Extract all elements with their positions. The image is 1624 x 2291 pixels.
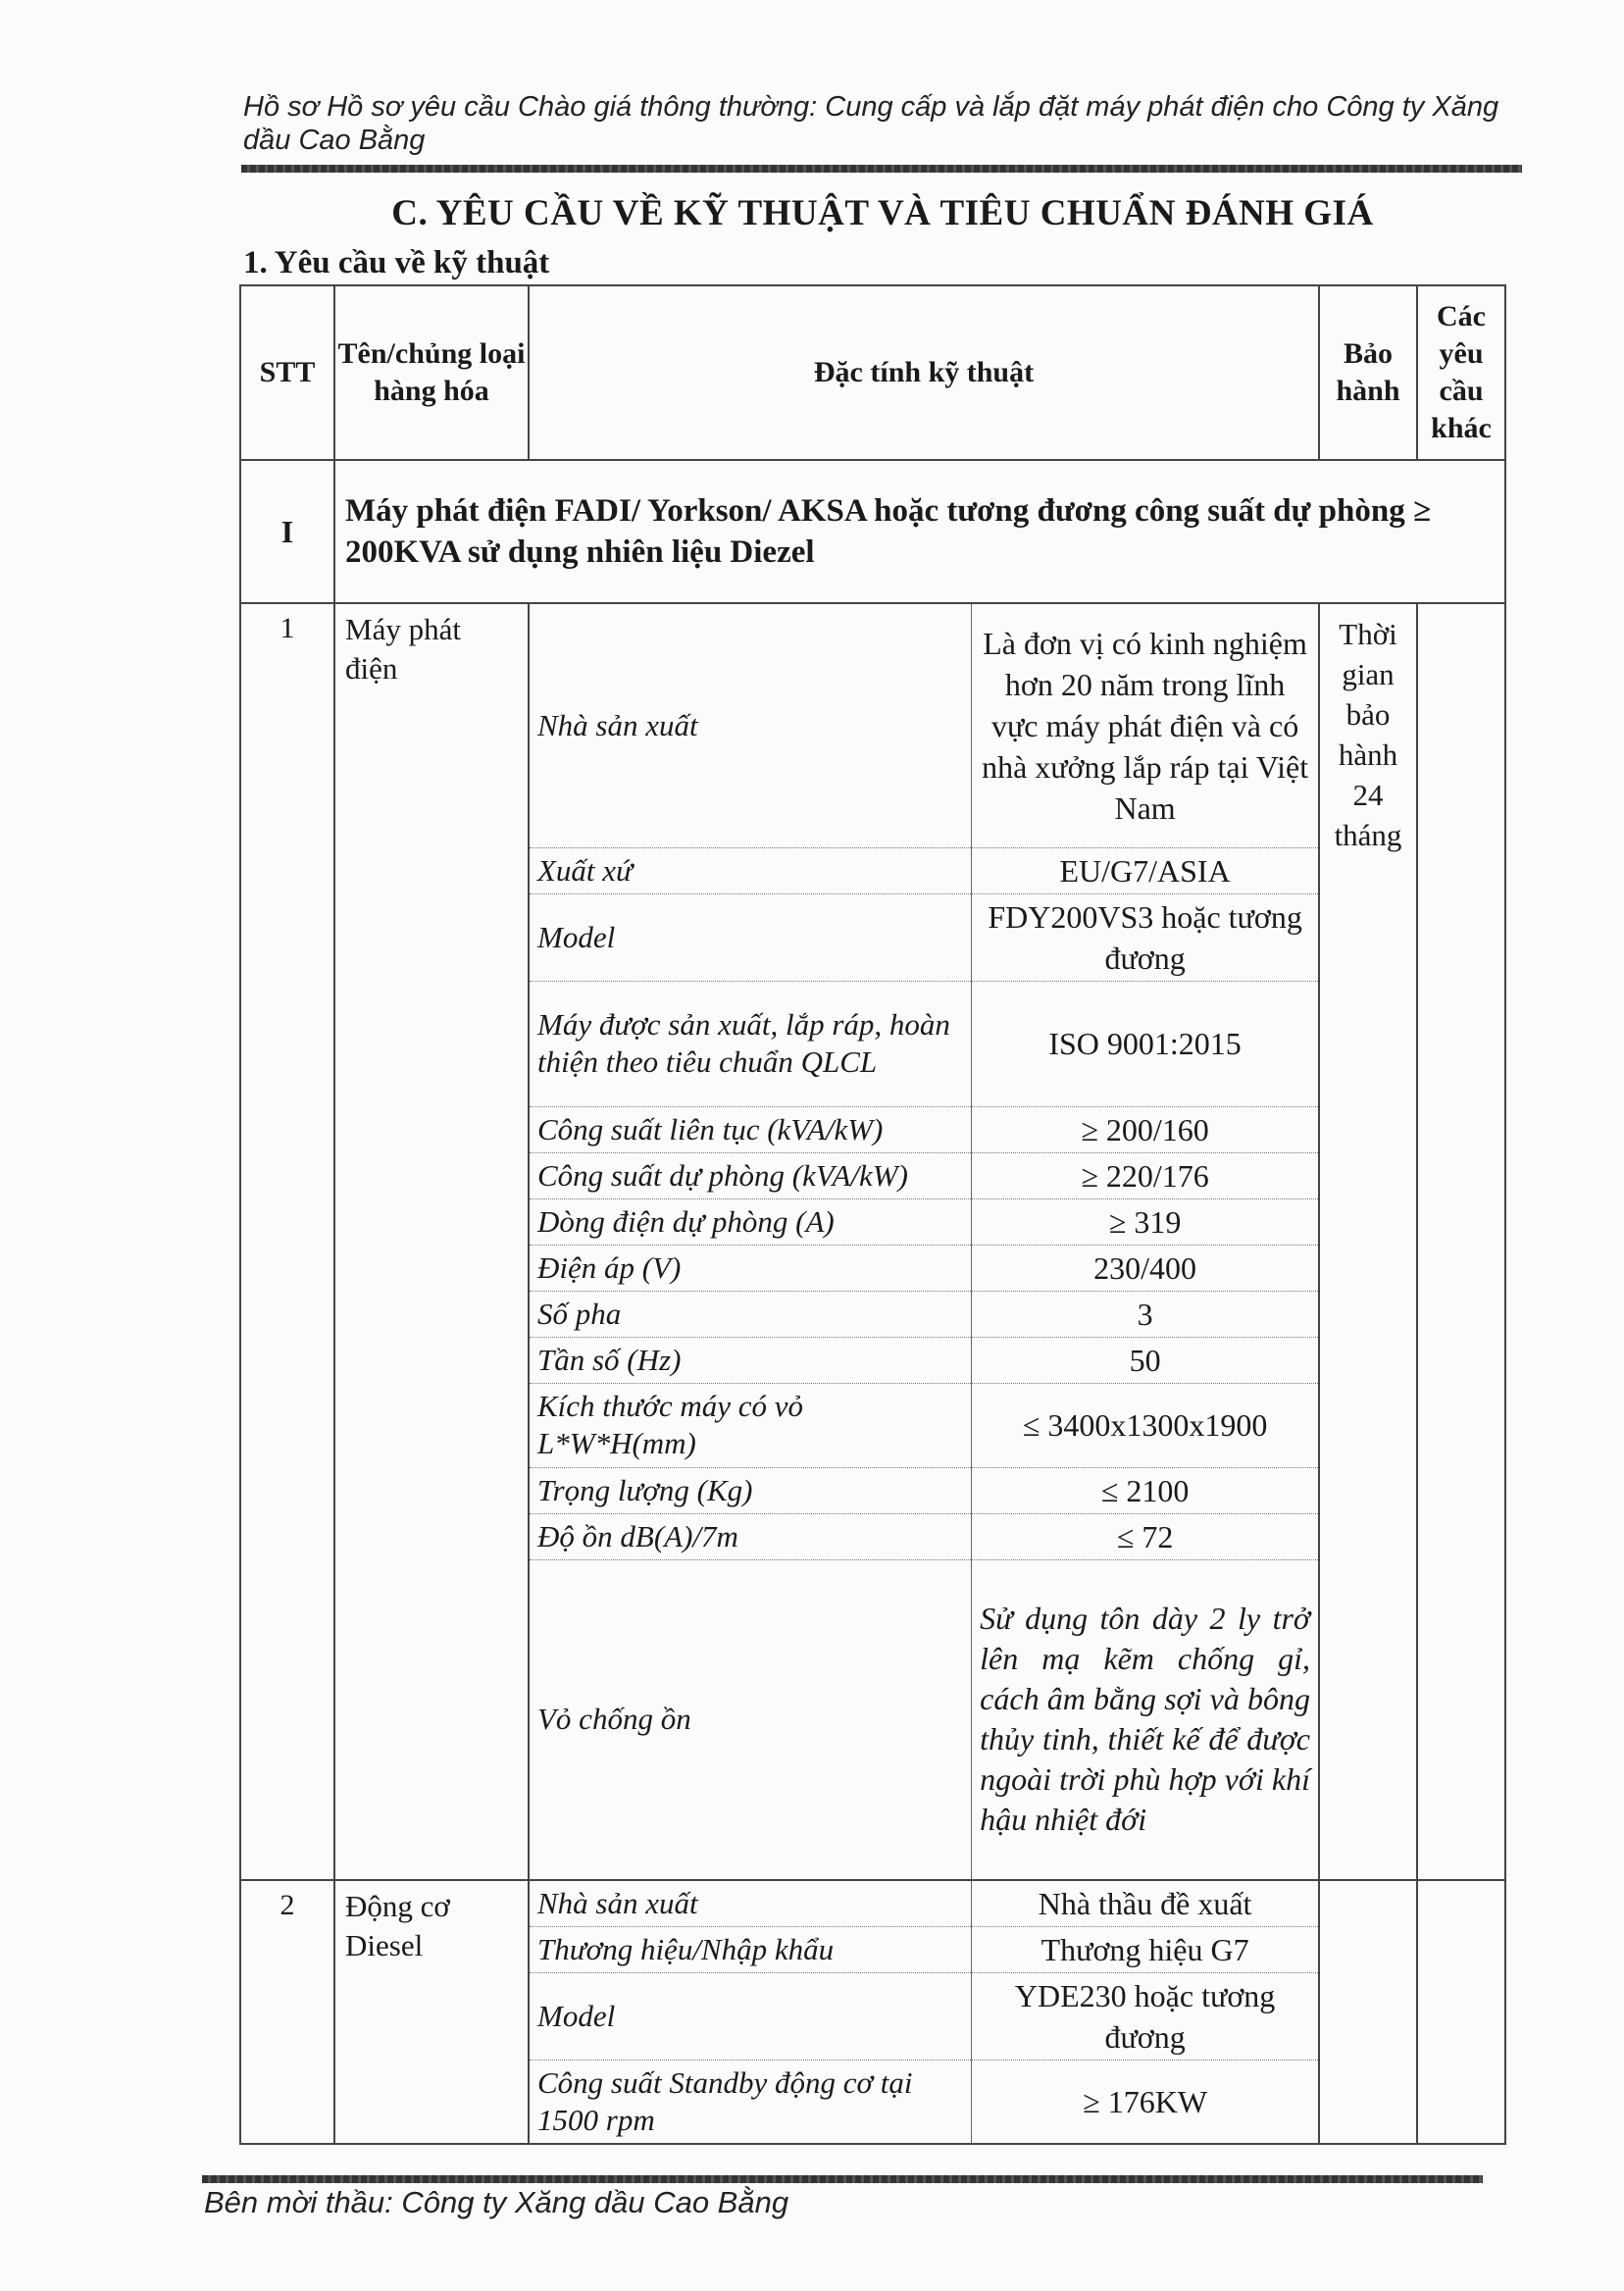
spec-value: ≥ 319 bbox=[972, 1198, 1318, 1245]
spec-row bbox=[530, 981, 1318, 1106]
spec-row bbox=[530, 1881, 1318, 1927]
spec-value: ≤ 72 bbox=[972, 1513, 1318, 1559]
spec-row bbox=[530, 1973, 1318, 2061]
spec-value: Nhà thầu đề xuất bbox=[972, 1881, 1318, 1927]
spec-key: Xuất xứ bbox=[530, 847, 972, 893]
spec-value: Thương hiệu G7 bbox=[972, 1927, 1318, 1973]
table-row-item-1 bbox=[240, 603, 1505, 1880]
spec-value: 3 bbox=[972, 1291, 1318, 1337]
group-title: Máy phát điện FADI/ Yorkson/ AKSA hoặc tương đương công suất dự phòng ≥ 200KVA sử dụng nhiên liệu Diezel bbox=[334, 460, 1505, 603]
spec-key: Số pha bbox=[530, 1291, 972, 1337]
spec-row bbox=[530, 1559, 1318, 1879]
spec-key: Nhà sản xuất bbox=[530, 1881, 972, 1927]
header-specifications: Đặc tính kỹ thuật bbox=[529, 285, 1319, 460]
spec-row bbox=[530, 893, 1318, 981]
page-header: Hồ sơ Hồ sơ yêu cầu Chào giá thông thường: Cung cấp và lắp đặt máy phát điện cho Công ty Xăng dầu Cao Bằng bbox=[243, 91, 1499, 156]
item-specifications bbox=[529, 603, 1319, 1880]
header-stt: STT bbox=[240, 285, 334, 460]
header-goods-name: Tên/chủng loại hàng hóa bbox=[334, 285, 529, 460]
table-row-item-2 bbox=[240, 1880, 1505, 2144]
item-name: Máy phát điện bbox=[334, 603, 529, 1880]
table-header-row bbox=[240, 285, 1505, 460]
spec-row bbox=[530, 1152, 1318, 1198]
item-stt: 1 bbox=[240, 603, 334, 1880]
spec-row bbox=[530, 1383, 1318, 1467]
spec-value: ≥ 220/176 bbox=[972, 1152, 1318, 1198]
spec-value: ≤ 3400x1300x1900 bbox=[972, 1383, 1318, 1467]
spec-key: Công suất dự phòng (kVA/kW) bbox=[530, 1152, 972, 1198]
spec-key: Thương hiệu/Nhập khẩu bbox=[530, 1927, 972, 1973]
footer-divider bbox=[202, 2175, 1483, 2183]
spec-key: Model bbox=[530, 1973, 972, 2061]
page-footer: Bên mời thầu: Công ty Xăng dầu Cao Bằng bbox=[204, 2185, 789, 2219]
spec-key: Điện áp (V) bbox=[530, 1245, 972, 1291]
spec-row bbox=[530, 1513, 1318, 1559]
spec-row bbox=[530, 847, 1318, 893]
spec-table bbox=[530, 1881, 1318, 2143]
spec-key: Độ ồn dB(A)/7m bbox=[530, 1513, 972, 1559]
group-row bbox=[240, 460, 1505, 603]
spec-row bbox=[530, 1337, 1318, 1383]
spec-row bbox=[530, 1245, 1318, 1291]
spec-value: ≥ 176KW bbox=[972, 2061, 1318, 2143]
spec-value: YDE230 hoặc tương đương bbox=[972, 1973, 1318, 2061]
spec-key: Tần số (Hz) bbox=[530, 1337, 972, 1383]
item-other-requirements bbox=[1417, 1880, 1505, 2144]
spec-value: 50 bbox=[972, 1337, 1318, 1383]
spec-key: Công suất Standby động cơ tại 1500 rpm bbox=[537, 2064, 913, 2137]
subsection-title: 1. Yêu cầu về kỹ thuật bbox=[243, 245, 550, 280]
header-warranty: Bảo hành bbox=[1319, 285, 1417, 460]
item-specifications bbox=[529, 1880, 1319, 2144]
spec-value: FDY200VS3 hoặc tương đương bbox=[972, 893, 1318, 981]
spec-value: ISO 9001:2015 bbox=[972, 981, 1318, 1106]
requirements-table bbox=[239, 284, 1506, 2145]
spec-key: Model bbox=[530, 893, 972, 981]
spec-value: 230/400 bbox=[972, 1245, 1318, 1291]
spec-table bbox=[530, 604, 1318, 1879]
spec-row bbox=[530, 1106, 1318, 1152]
spec-value: Là đơn vị có kinh nghiệm hơn 20 năm trong lĩnh vực máy phát điện và có nhà xưởng lắp ráp tại Việt Nam bbox=[972, 604, 1318, 847]
spec-value: ≤ 2100 bbox=[972, 1467, 1318, 1513]
spec-row bbox=[530, 1198, 1318, 1245]
spec-key: Trọng lượng (Kg) bbox=[530, 1467, 972, 1513]
item-stt: 2 bbox=[240, 1880, 334, 2144]
header-divider bbox=[241, 165, 1522, 173]
spec-row bbox=[530, 1927, 1318, 1973]
group-number: I bbox=[240, 460, 334, 603]
item-warranty bbox=[1319, 1880, 1417, 2144]
spec-key: Kích thước máy có vỏ L*W*H(mm) bbox=[530, 1383, 972, 1467]
item-warranty: Thời gian bảo hành 24 tháng bbox=[1319, 603, 1417, 1880]
spec-key: Vỏ chống ồn bbox=[537, 1702, 691, 1737]
spec-key: Công suất liên tục (kVA/kW) bbox=[530, 1106, 972, 1152]
spec-row bbox=[530, 604, 1318, 847]
spec-key: Nhà sản xuất bbox=[530, 604, 972, 847]
section-title: C. YÊU CẦU VỀ KỸ THUẬT VÀ TIÊU CHUẨN ĐÁNH GIÁ bbox=[391, 193, 1374, 233]
header-other-requirements: Các yêu cầu khác bbox=[1417, 285, 1505, 460]
spec-key: Máy được sản xuất, lắp ráp, hoàn thiện theo tiêu chuẩn QLCL bbox=[530, 981, 972, 1106]
item-other-requirements bbox=[1417, 603, 1505, 1880]
spec-row bbox=[530, 1467, 1318, 1513]
spec-value: EU/G7/ASIA bbox=[972, 847, 1318, 893]
spec-value: ≥ 200/160 bbox=[972, 1106, 1318, 1152]
item-name: Động cơ Diesel bbox=[334, 1880, 529, 2144]
spec-key: Dòng điện dự phòng (A) bbox=[530, 1198, 972, 1245]
spec-row bbox=[530, 1291, 1318, 1337]
spec-value: Sử dụng tôn dày 2 ly trở lên mạ kẽm chống gỉ, cách âm bằng sợi và bông thủy tinh, thiết kế để được ngoài trời phù hợp với khí hậu nhiệt đới bbox=[972, 1559, 1318, 1879]
spec-row bbox=[530, 2061, 1318, 2143]
